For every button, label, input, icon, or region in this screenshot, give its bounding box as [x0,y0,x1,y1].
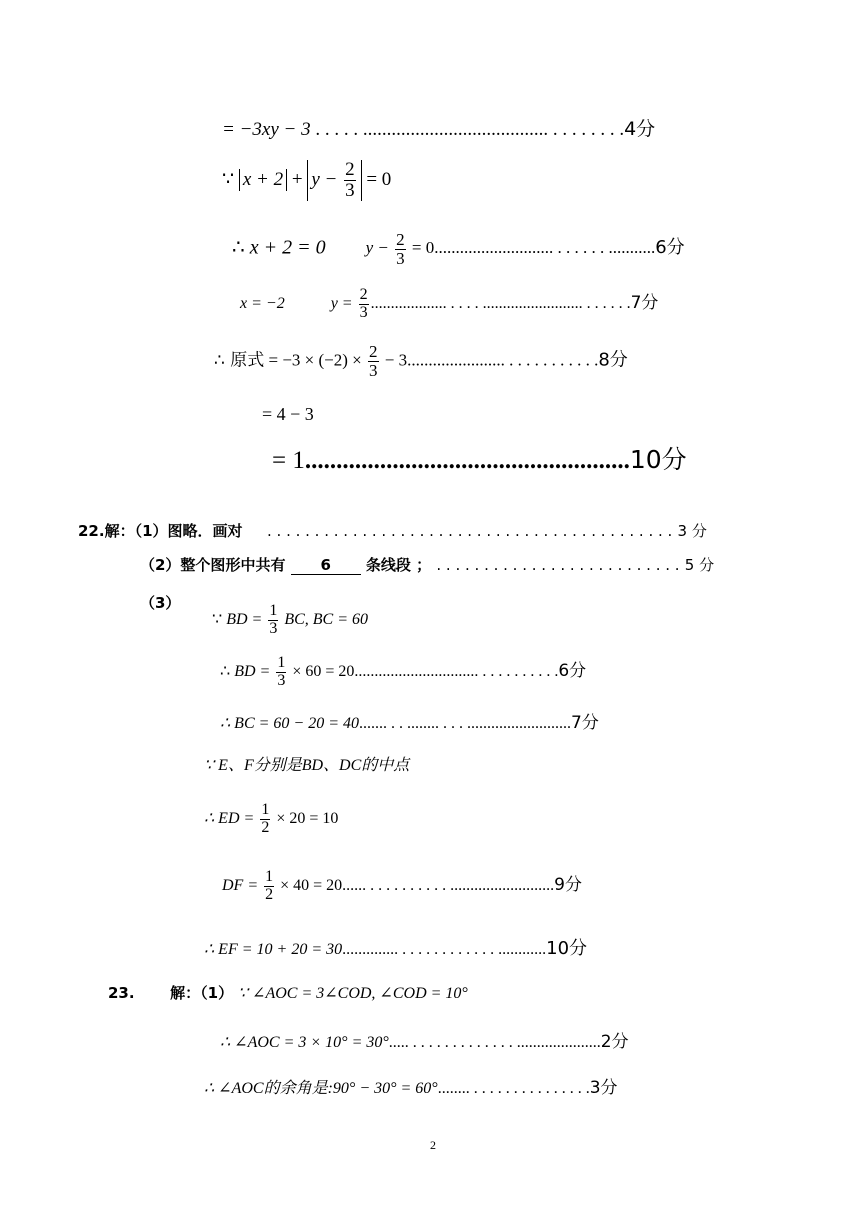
q21-line3-dots: ............................ . . . . . . ........... [434,238,656,258]
q21-line5-expr-pre: = −3 × (−2) × [268,350,362,370]
q22-part-2 [140,554,714,575]
q22-part-3-label [140,592,180,613]
q22-s2-dots: ............................... . . . . . . . . . . [354,662,559,680]
q21-line7-expr: = 1 [272,447,305,474]
q22-s4-text: ∵ E、F分别是BD、DC的中点 [204,757,410,774]
since-symbol: ∵ [222,168,235,190]
q22-step-5 [204,802,338,837]
q23-l2-expr: ∴ ∠AOC = 3 × 10° = 30° [220,1034,389,1051]
frac-den: 3 [359,303,368,321]
q22-step-1 [212,603,368,638]
frac-den: 3 [277,671,286,689]
q22-p2-blank: 6 [291,556,361,575]
q23-l3-score: 3分 [589,1078,618,1098]
q21-line-1 [222,114,655,141]
q21-line4-dots: ................... . . . . ......................... . . . . . . [370,294,631,312]
q22-step-7 [204,934,587,960]
frac-den: 2 [261,818,270,836]
q22-s7-dots: .............. . . . . . . . . . . . . ............ [342,941,547,958]
frac-num: 1 [269,602,278,619]
q23-l3-dots: ........ . . . . . . . . . . . . . . . [437,1080,590,1097]
abs-y-minus-two-thirds [307,160,361,201]
q21-line4-y-pre: y = [330,294,353,312]
q21-line3-score: 6分 [655,237,685,259]
fraction [359,287,369,322]
q22-p3-label: （3） [140,594,181,612]
q22-step-2 [220,655,586,690]
q22-p2-score: 5 分 [684,556,715,574]
fraction [344,160,356,201]
q22-s5-post: × 20 = 10 [276,809,339,827]
q21-line5-lead: ∴ 原式 [214,350,265,371]
q22-s7-score: 10分 [546,938,588,959]
frac-den: 3 [345,179,355,201]
q21-line1-score: 4分 [624,118,656,140]
q22-p1-label: （1）图略．画对 [134,522,243,540]
q21-line5-expr-post: − 3 [384,350,408,370]
fraction [264,869,274,904]
frac-den: 3 [396,248,405,268]
q21-line-6 [262,404,314,425]
plus-sign: + [291,168,303,190]
q21-line3-expr1: x + 2 = 0 [249,236,326,259]
q21-line6-expr: = 4 − 3 [262,404,314,424]
since-symbol: ∵ [212,610,223,628]
q22-s3-dots: ....... . . ........ . . . .......................... [359,715,572,732]
q22-s5-pre: ∴ ED = [204,809,255,827]
q22-p2-dots: . . . . . . . . . . . . . . . . . . . . . . . . . . [436,556,680,574]
q23-line-2 [220,1027,629,1052]
q22-p2-label: （2）整个图形中共有 [140,556,286,574]
q22-s2-post: × 60 = 20 [292,662,355,680]
q21-line7-dots: .................................................... [304,447,630,474]
fraction [368,343,379,380]
q21-line5-dots: ....................... . . . . . . . . . . . [407,350,599,370]
fraction [268,603,278,638]
q23-label: 23. [108,984,135,1002]
q22-step-4 [204,752,409,775]
frac-num: 2 [345,159,355,180]
frac-num: 2 [359,286,368,303]
therefore-symbol: ∴ [220,662,231,680]
q23-line-1 [108,982,468,1003]
q21-line4-x: x = −2 [240,294,285,312]
frac-den: 3 [369,360,378,380]
q23-line-3 [204,1073,618,1098]
q23-l3-expr: ∴ ∠AOC的余角是:90° − 30° = 60° [204,1080,438,1097]
q21-line1-dots: . . . . . ....................................... . . . . . . . . [310,119,625,140]
q22-s6-post: × 40 = 20 [280,876,343,894]
q21-line-7 [272,440,687,476]
q22-s1-pre: BD = [226,610,263,628]
q23-l2-dots: ..... . . . . . . . . . . . . . ..................... [388,1034,601,1051]
therefore-symbol: ∴ [232,236,245,259]
q22-s6-dots: ...... . . . . . . . . . . .......................... [342,876,555,894]
q22-part-1 [78,520,707,541]
q21-line5-score: 8分 [598,349,628,371]
abs-x-plus-2: x + 2 [239,169,287,191]
fraction [276,655,286,690]
frac-num: 1 [261,801,270,818]
q22-s6-pre: DF = [222,876,259,894]
frac-num: 1 [277,654,286,671]
q21-line7-score: 10分 [629,445,687,474]
q21-line-3 [232,231,685,268]
q23-sol: 解：（1） [170,984,234,1002]
q22-label: 22.解： [78,522,135,540]
q22-s6-score: 9分 [554,874,582,895]
abs2-pre: y − [311,168,338,190]
equals-zero: = 0 [366,168,392,190]
q22-step-3 [220,708,599,733]
fraction [395,231,406,268]
q21-line4-score: 7分 [630,292,659,313]
q23-l2-score: 2分 [600,1032,629,1052]
q21-line-4 [240,287,658,322]
q23-l1-expr: ∵ ∠AOC = 3∠COD, ∠COD = 10° [237,985,468,1002]
q22-s3-score: 7分 [571,713,599,733]
q21-line-5 [214,343,628,380]
q22-p1-score: 3 分 [677,522,707,540]
frac-num: 2 [396,230,405,249]
q21-line3-eq: = 0 [411,238,435,258]
q22-step-6 [222,869,582,904]
frac-num: 2 [369,342,378,361]
frac-num: 1 [265,868,274,885]
q22-p1-dots: . . . . . . . . . . . . . . . . . . . . . . . . . . . . . . . . . . . . . . . . . . . [267,522,673,540]
q22-p2-after: 条线段 ； [365,556,432,574]
fraction [260,802,270,837]
q22-s3-expr: ∴ BC = 60 − 20 = 40 [220,715,360,732]
q22-s2-score: 6分 [558,660,587,681]
q21-line3-expr2-pre: y − [365,238,389,258]
q21-line1-expr: = −3xy − 3 [222,119,311,140]
q22-s1-post: BC, BC = 60 [284,610,368,628]
q22-s2-pre: BD = [234,662,271,680]
q21-line-2 [222,160,391,201]
frac-den: 2 [265,885,274,903]
q22-s7-expr: ∴ EF = 10 + 20 = 30 [204,941,343,958]
frac-den: 3 [269,619,278,637]
page-number: 2 [430,1138,436,1152]
